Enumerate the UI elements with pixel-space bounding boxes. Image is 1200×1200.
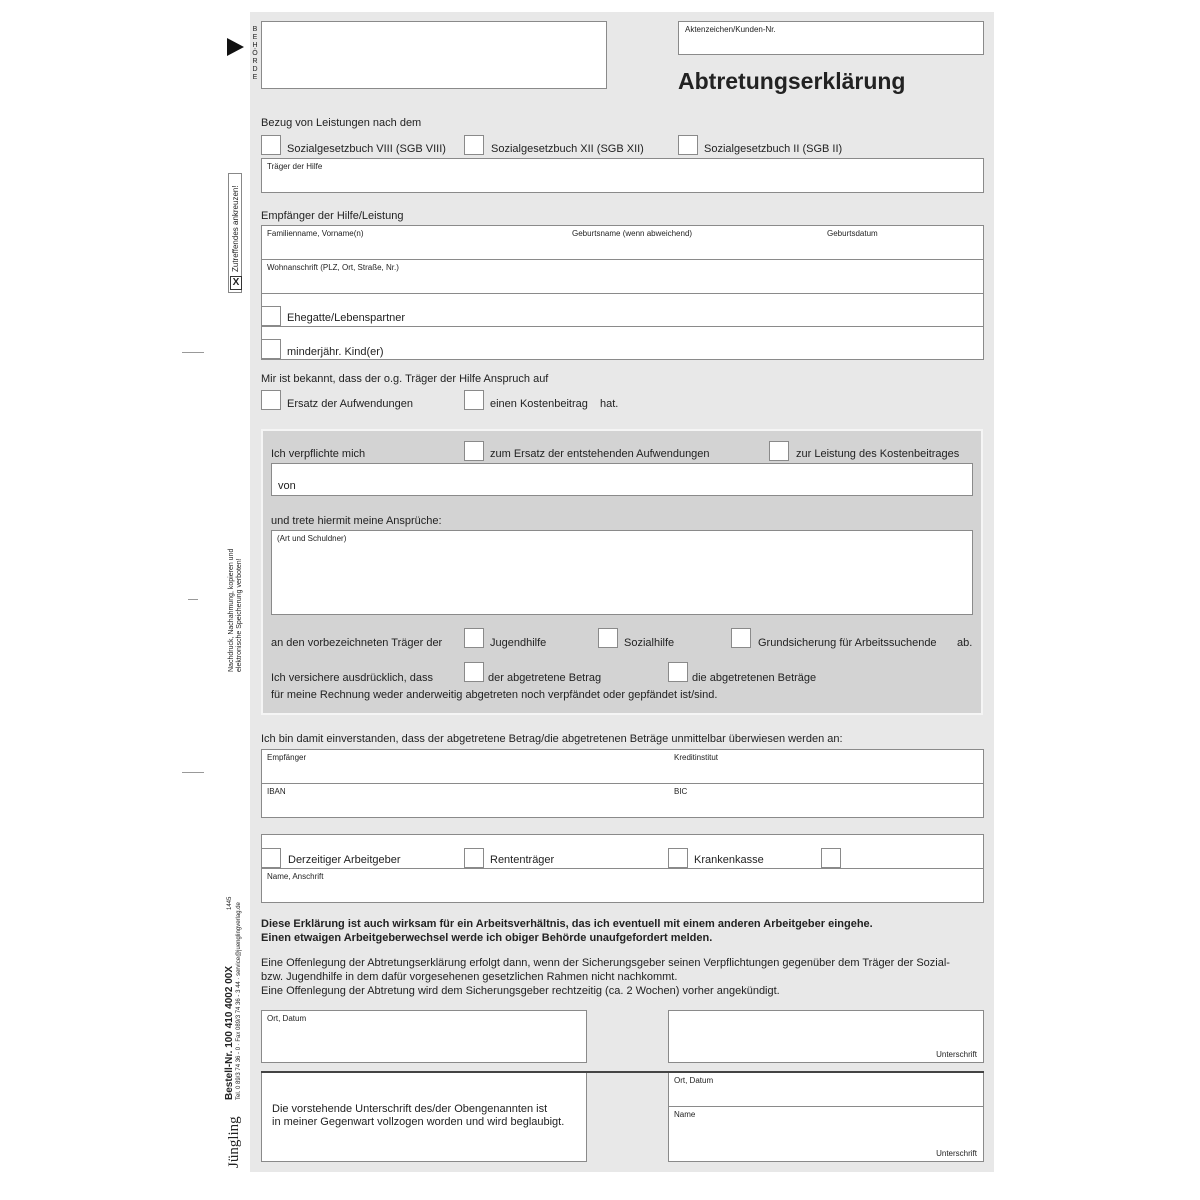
option-sgb-xii-label: Sozialgesetzbuch XII (SGB XII) <box>491 143 644 155</box>
iban-label: IBAN <box>267 787 286 796</box>
von-field[interactable] <box>271 463 973 496</box>
ort-datum-field[interactable] <box>261 1010 587 1063</box>
checkbox-ersatz-aufwendungen[interactable] <box>261 390 281 410</box>
hinweis-bold-line2: Einen etwaigen Arbeitgeberwechsel werde ich obiger Behörde unaufgefordert melden. <box>261 932 713 944</box>
traeger-text: an den vorbezeichneten Träger der <box>271 637 443 649</box>
anspruch-suffix: hat. <box>600 398 619 410</box>
name-label: Name <box>674 1110 696 1119</box>
checkbox-sgb-xii[interactable] <box>464 135 484 155</box>
grundsicherung-label: Grundsicherung für Arbeitssuchende <box>758 637 937 649</box>
ehegatte-label: Ehegatte/Lebenspartner <box>287 312 406 324</box>
fold-mark-bottom <box>182 772 204 773</box>
derzeitiger-arbeitgeber-label: Derzeitiger Arbeitgeber <box>288 854 401 866</box>
arrow-marker-icon <box>227 38 244 56</box>
ort-datum2-label: Ort, Datum <box>674 1076 714 1085</box>
option-sgb-ii-label: Sozialgesetzbuch II (SGB II) <box>704 143 843 155</box>
traeger-suffix: ab. <box>957 637 973 649</box>
checkbox-kind[interactable] <box>261 339 281 359</box>
aktenzeichen-field[interactable] <box>678 21 984 55</box>
traeger-der-hilfe-field[interactable] <box>261 158 984 193</box>
unterschrift-label: Unterschrift <box>936 1050 977 1059</box>
sozialhilfe-label: Sozialhilfe <box>624 637 675 649</box>
art-schuldner-field[interactable] <box>271 530 973 615</box>
rechnung-text: für meine Rechnung weder anderweitig abgetreten noch verpfändet oder gepfändet ist/sind. <box>271 689 718 701</box>
empfaenger-bank-label: Empfänger <box>267 753 307 762</box>
checkbox-derzeitiger-arbeitgeber[interactable] <box>261 848 281 868</box>
rententraeger-label: Rententräger <box>490 854 555 866</box>
checkbox-sozialhilfe[interactable] <box>598 628 618 648</box>
name-anschrift-input[interactable] <box>262 882 982 902</box>
beglaubigung-box <box>261 1073 587 1162</box>
unterschrift2-label: Unterschrift <box>936 1149 977 1158</box>
order-number: Bestell-Nr. 100 410 4002 00X <box>224 966 235 1100</box>
checkbox-sonstige[interactable] <box>821 848 841 868</box>
aktenzeichen-label: Aktenzeichen/Kunden-Nr. <box>685 25 776 34</box>
bic-input[interactable] <box>670 796 980 816</box>
checkbox-rententraeger[interactable] <box>464 848 484 868</box>
checkbox-abgetretene-betraege[interactable] <box>668 662 688 682</box>
publisher-contact: Tel. 0 89/3 74 36 - 0 · Fax 089/3 74 36 - 3 44 · service@juenglingverlag.de <box>236 902 242 1100</box>
geburtsdatum-input[interactable] <box>825 238 980 258</box>
checkbox-ehegatte[interactable] <box>261 306 281 326</box>
checkbox-kostenbeitrag[interactable] <box>464 390 484 410</box>
familienname-label: Familienname, Vorname(n) <box>267 229 364 238</box>
geburtsname-input[interactable] <box>570 238 810 258</box>
ort-datum-label: Ort, Datum <box>267 1014 307 1023</box>
cross-hint-text: Zutreffendes ankreuzen! <box>231 185 240 272</box>
verpflichte-intro: Ich verpflichte mich <box>271 448 366 460</box>
krankenkasse-label: Krankenkasse <box>694 854 764 866</box>
ersatz-entstehend-label: zum Ersatz der entstehenden Aufwendungen <box>490 448 710 460</box>
checkbox-abgetretener-betrag[interactable] <box>464 662 484 682</box>
kreditinstitut-label: Kreditinstitut <box>674 753 719 762</box>
ersatz-aufwendungen-label: Ersatz der Aufwendungen <box>287 398 413 410</box>
iban-input[interactable] <box>262 796 657 816</box>
wohnanschrift-label: Wohnanschrift (PLZ, Ort, Straße, Nr.) <box>267 263 399 272</box>
page-title: Abtretungserklärung <box>678 68 906 94</box>
form-code: 1445 <box>227 896 233 910</box>
checkbox-sgb-viii[interactable] <box>261 135 281 155</box>
behoerde-label: BEHÖRDE <box>252 26 258 81</box>
ansprueche-text: und trete hiermit meine Ansprüche: <box>271 515 442 527</box>
bic-label: BIC <box>674 787 688 796</box>
geburtsname-label: Geburtsname (wenn abweichend) <box>572 229 693 238</box>
publisher-logo: Jüngling <box>226 1116 242 1168</box>
empfaenger-heading: Empfänger der Hilfe/Leistung <box>261 210 404 222</box>
von-label: von <box>278 480 296 492</box>
checkbox-jugendhilfe[interactable] <box>464 628 484 648</box>
fold-mark-top <box>182 352 204 353</box>
option-sgb-viii-label: Sozialgesetzbuch VIII (SGB VIII) <box>287 143 446 155</box>
checkbox-leistung-kostenbeitrag[interactable] <box>769 441 789 461</box>
abgetretener-betrag-label: der abgetretene Betrag <box>488 672 602 684</box>
checkbox-ersatz-entstehend[interactable] <box>464 441 484 461</box>
hinweis-line2: bzw. Jugendhilfe in dem dafür vorgesehenen gesetzlichen Rahmen nicht nachkommt. <box>261 971 678 983</box>
kreditinstitut-input[interactable] <box>670 762 980 782</box>
versichere-text: Ich versichere ausdrücklich, dass <box>271 672 434 684</box>
hinweis-line1: Eine Offenlegung der Abtretungserklärung erfolgt dann, wenn der Sicherungsgeber seinen Verpflichtungen gegenüber dem Träger der Sozial- <box>261 957 950 969</box>
hinweis-bold-line1: Diese Erklärung ist auch wirksam für ein Arbeitsverhältnis, das ich eventuell mit einem anderen Arbeitgeber eingehe. <box>261 918 873 930</box>
checkbox-sgb-ii[interactable] <box>678 135 698 155</box>
wohnanschrift-input[interactable] <box>262 272 982 292</box>
anspruch-text: Mir ist bekannt, dass der o.g. Träger der Hilfe Anspruch auf <box>261 373 549 385</box>
cross-symbol: X <box>230 276 242 290</box>
beglaubigung-line1: Die vorstehende Unterschrift des/der Obengenannten ist <box>272 1103 548 1115</box>
geburtsdatum-label: Geburtsdatum <box>827 229 878 238</box>
traeger-label: Träger der Hilfe <box>267 162 323 171</box>
name-signature-input[interactable] <box>670 1120 980 1144</box>
checkbox-grundsicherung[interactable] <box>731 628 751 648</box>
bezug-heading: Bezug von Leistungen nach dem <box>261 117 422 129</box>
unterschrift-field[interactable] <box>668 1010 984 1063</box>
jugendhilfe-label: Jugendhilfe <box>490 637 547 649</box>
hinweis-line3: Eine Offenlegung der Abtretung wird dem Sicherungsgeber rechtzeitig (ca. 2 Wochen) vorher angekündigt. <box>261 985 780 997</box>
beglaubigung-line2: in meiner Gegenwart vollzogen worden und wird beglaubigt. <box>272 1116 565 1128</box>
checkbox-krankenkasse[interactable] <box>668 848 688 868</box>
fold-mark-middle <box>188 599 198 600</box>
copyright-notice-line1: Nachdruck, Nachahmung, kopieren und <box>228 548 235 672</box>
name-anschrift-label: Name, Anschrift <box>267 872 324 881</box>
behoerde-field[interactable] <box>261 21 607 89</box>
abgetretene-betraege-label: die abgetretenen Beträge <box>692 672 817 684</box>
familienname-input[interactable] <box>262 238 562 258</box>
copyright-notice-line2: elektronische Speicherung verboten! <box>236 558 243 672</box>
art-schuldner-label: (Art und Schuldner) <box>277 534 347 543</box>
ueberweisung-text: Ich bin damit einverstanden, dass der abgetretene Betrag/die abgetretenen Beträge unmittelbar überwiesen werden an: <box>261 733 843 745</box>
empfaenger-bank-input[interactable] <box>262 762 657 782</box>
leistung-kostenbeitrag-label: zur Leistung des Kostenbeitrages <box>796 448 960 460</box>
kostenbeitrag-label: einen Kostenbeitrag <box>490 398 588 410</box>
ort-datum2-input[interactable] <box>670 1086 980 1104</box>
kind-label: minderjähr. Kind(er) <box>287 346 384 358</box>
